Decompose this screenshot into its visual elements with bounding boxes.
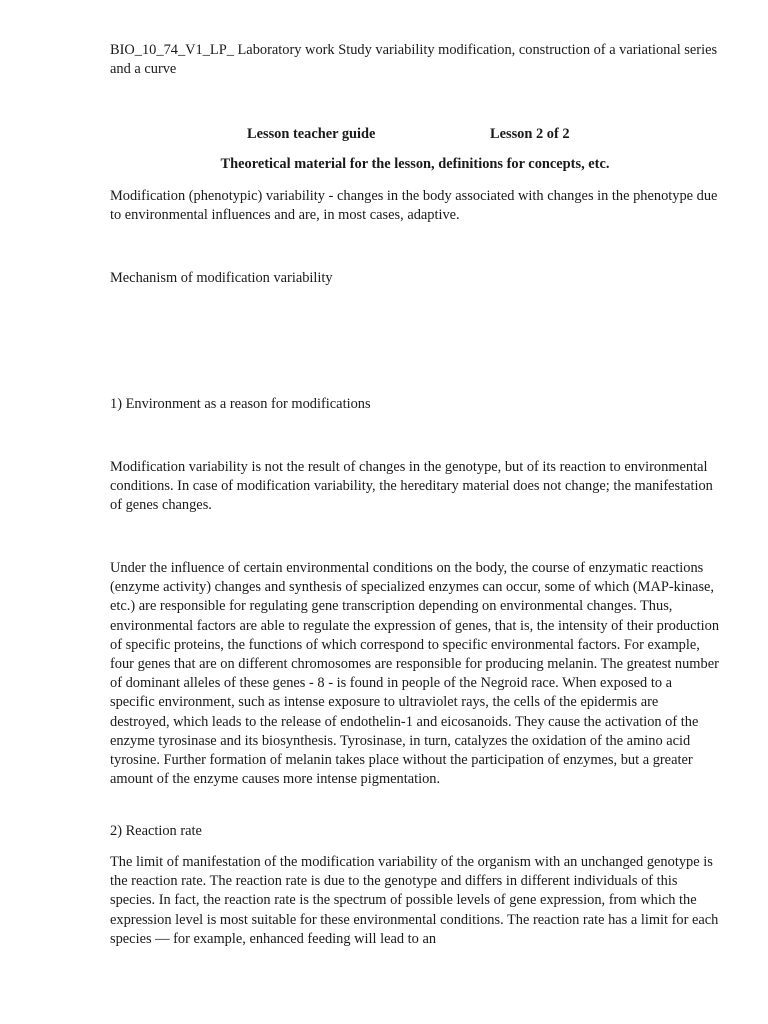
reaction-rate-paragraph: The limit of manifestation of the modification variability of the organism with an unchanged genotype is the reaction rate. The reaction rate is due to the genotype and differs in different individuals of this species. In fact, the reaction rate is the spectrum of possible levels of gene expression, from which the expression level is most suitable for these environmental conditions. The reaction rate has a limit for each species — for example, enhanced feeding will lead to an xyxy=(110,854,719,947)
mechanism-heading: Mechanism of modification variability xyxy=(110,270,333,286)
guide-label: Lesson teacher guide xyxy=(247,126,376,142)
genotype-paragraph: Modification variability is not the result of changes in the genotype, but of its reaction to environmental conditions. In case of modification variability, the hereditary material does not change; the manifestation of genes changes. xyxy=(110,459,713,514)
theory-heading: Theoretical material for the lesson, definitions for concepts, etc. xyxy=(220,156,610,172)
document-title: BIO_10_74_V1_LP_ Laboratory work Study variability modification, construction of a variational series and a curve xyxy=(110,42,718,78)
section-1-heading: 1) Environment as a reason for modifications xyxy=(110,396,371,412)
lesson-label: Lesson 2 of 2 xyxy=(490,126,570,142)
definition-paragraph: Modification (phenotypic) variability - changes in the body associated with changes in the phenotype due to environmental influences and are, in most cases, adaptive. xyxy=(110,188,718,224)
enzymes-paragraph: Under the influence of certain environmental conditions on the body, the course of enzymatic reactions (enzyme activity) changes and synthesis of specialized enzymes can occur, some of which (MAP-kinase, etc.) are responsible for regulating gene transcription depending on environmental changes. Thus, environmental factors are able to regulate the expression of genes, that is, the intensity of their production of specific proteins, the functions of which correspond to specific environmental factors. For example, four genes that are on different chromosomes are responsible for producing melanin. The greatest number of dominant alleles of these genes - 8 - is found in people of the Negroid race. When exposed to a specific environment, such as intense exposure to ultraviolet rays, the cells of the epidermis are destroyed, which leads to the release of endothelin-1 and eicosanoids. They cause the activation of the enzyme tyrosinase and its biosynthesis. Tyrosinase, in turn, catalyzes the oxidation of the amino acid tyrosine. Further formation of melanin takes place without the participation of enzymes, but a greater amount of the enzyme causes more intense pigmentation. xyxy=(110,560,720,788)
section-2-heading: 2) Reaction rate xyxy=(110,823,202,839)
